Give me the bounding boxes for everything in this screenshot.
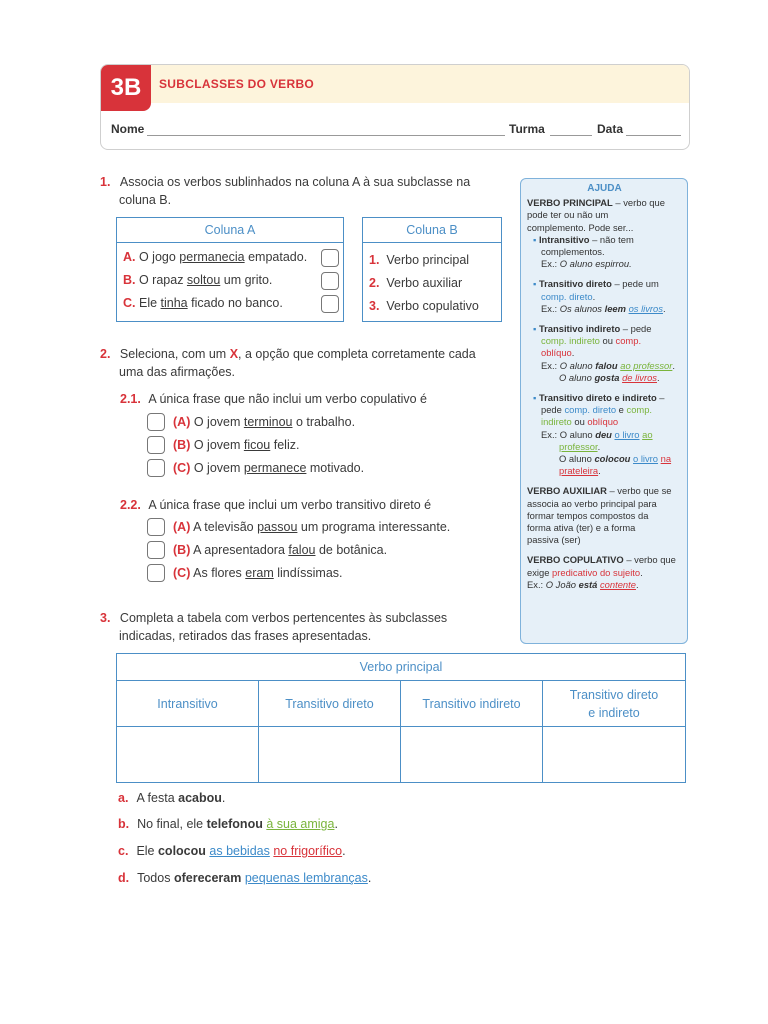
help-verbo-auxiliar (527, 485, 682, 546)
answer-box[interactable] (321, 272, 339, 290)
worksheet-header (100, 64, 690, 150)
help-example: O aluno (559, 371, 595, 383)
question-text-cont: indicadas, retirados das frases apresentadas. (119, 629, 372, 643)
name-label: Nome (111, 122, 145, 136)
row-letter: C. (123, 296, 136, 310)
option-label: (A) (173, 520, 191, 534)
help-example: O aluno espirrou. (559, 258, 632, 270)
help-example-verb: falou (595, 359, 618, 371)
name-field[interactable] (147, 135, 505, 136)
help-ex-label: Ex.: (527, 578, 546, 590)
option-text: O jovem (193, 415, 244, 429)
help-example: Os alunos (559, 302, 605, 314)
help-term: Intransitivo (538, 233, 590, 245)
help-text: – pede um (611, 278, 659, 290)
coluna-a-row (117, 246, 343, 269)
help-text: – (656, 392, 665, 404)
sentence-a (118, 791, 225, 805)
help-text: comp. indireto (541, 335, 600, 347)
question-number: 1. (100, 175, 111, 189)
help-example-cd: o livro (614, 428, 640, 440)
help-transitivo-direto-indireto: ▪ Transitivo direto e indireto – pede comp. direto e comp. indireto ou oblíquo Ex.: O aluno deu o livro ao professor. O aluno colocou o livro na prateleira. (533, 392, 672, 477)
answer-box[interactable] (321, 295, 339, 313)
help-text: oblíquo (541, 347, 572, 359)
row-text: Verbo copulativo (386, 299, 479, 313)
option-text: motivado. (306, 461, 365, 475)
sentence-c (118, 844, 346, 858)
question-text-cont: uma das afirmações. (119, 365, 236, 379)
option-text: O jovem (193, 461, 244, 475)
help-example-cd: os livros (628, 302, 663, 314)
coluna-b-row (363, 295, 501, 318)
question-text-cont: coluna B. (119, 193, 172, 207)
question-number: 3. (100, 611, 111, 625)
option-label: (B) (173, 543, 191, 557)
answer-cell-intransitivo[interactable] (117, 728, 258, 781)
help-example-verb: gosta (594, 371, 620, 383)
option-text: o trabalho. (292, 415, 356, 429)
help-example-co: de livros (622, 371, 657, 383)
help-text: – verbo que (623, 554, 676, 566)
sentence-text: . (221, 791, 226, 805)
question-text: Associa os verbos sublinhados na coluna A à sua subclasse na (119, 175, 471, 189)
coluna-a-header: Coluna A (117, 218, 343, 243)
row-number: 2. (369, 276, 380, 290)
help-text: complemento. Pode ser... (527, 221, 634, 233)
help-example-verb: leem (604, 302, 626, 314)
column-transitivo-direto: Transitivo direto (285, 697, 374, 711)
column-label: Transitivo direto (569, 688, 659, 702)
option-text: feliz. (270, 438, 300, 452)
sentence-letter: b. (118, 817, 130, 831)
underlined-verb: tinha (160, 296, 188, 310)
checkbox[interactable] (147, 436, 165, 454)
sentence-text: . (367, 871, 372, 885)
help-example: O aluno (559, 453, 595, 465)
help-text: forma ativa (ter) e a forma (527, 522, 636, 534)
sentence-cd: as bebidas (209, 844, 270, 858)
help-example-verb: deu (595, 428, 612, 440)
help-example-verb: está (578, 578, 598, 590)
sentence-text: No final, ele (137, 817, 207, 831)
help-ex-label: Ex.: (541, 359, 560, 371)
help-text: oblíquo (587, 416, 619, 428)
sentence-text: A festa (136, 791, 179, 805)
help-title: AJUDA (587, 183, 622, 194)
turma-field[interactable] (550, 135, 592, 136)
row-text: Verbo principal (386, 253, 470, 267)
help-example-co: na (660, 453, 672, 465)
help-text: – pede (620, 323, 652, 335)
help-box (520, 178, 688, 644)
underlined-verb: soltou (186, 273, 221, 287)
coluna-a-row (117, 269, 343, 292)
sentence-verb: ofereceram (173, 871, 242, 885)
help-term: Transitivo indireto (538, 323, 621, 335)
help-text: e (616, 404, 627, 416)
help-text: indireto (541, 416, 572, 428)
coluna-a-table (116, 217, 344, 322)
underlined-verb: ficou (243, 438, 271, 452)
help-text: pede (541, 404, 565, 416)
sentence-letter: a. (118, 791, 129, 805)
help-term: Transitivo direto e indireto (538, 392, 657, 404)
help-verbo-copulativo: VERBO COPULATIVO – verbo que exige predicativo do sujeito. Ex.: O João está contente. (527, 554, 676, 590)
underlined-verb: passou (257, 520, 298, 534)
option-text: A apresentadora (193, 543, 289, 557)
help-ex-label: Ex.: (541, 302, 560, 314)
option-label: (C) (173, 461, 191, 475)
option-label: (C) (173, 566, 191, 580)
question-text: Seleciona, com um X, a opção que completa corretamente cada (119, 347, 476, 361)
coluna-b-table (362, 217, 502, 322)
row-text: Ele (138, 296, 161, 310)
row-text: Verbo auxiliar (386, 276, 463, 290)
row-number: 3. (369, 299, 380, 313)
help-example: O aluno (559, 359, 596, 371)
help-example-ci: ao professor (620, 359, 673, 371)
sentence-letter: d. (118, 871, 130, 885)
help-text: comp. (626, 404, 653, 416)
date-field[interactable] (626, 135, 681, 136)
help-example: O aluno (559, 428, 596, 440)
underlined-verb: permanecia (179, 250, 245, 264)
sentence-verb: telefonou (206, 817, 263, 831)
table-header: Verbo principal (117, 654, 685, 681)
row-text: empatado. (244, 250, 308, 264)
column-label: e indireto (588, 706, 640, 720)
worksheet-title: SUBCLASSES DO VERBO (159, 77, 315, 91)
sentence-verb: colocou (157, 844, 206, 858)
subquestion-text: A única frase que inclui um verbo transitivo direto é (148, 498, 432, 512)
subquestion-text: A única frase que não inclui um verbo copulativo é (148, 392, 427, 406)
coluna-b-row (363, 249, 501, 272)
row-text: ficado no banco. (187, 296, 283, 310)
option-text: O jovem (193, 438, 244, 452)
sentence-letter: c. (118, 844, 129, 858)
help-text: ou (599, 335, 616, 347)
subquestion-2-2 (120, 496, 431, 514)
sentence-b (118, 817, 338, 831)
help-ex-label: Ex.: (541, 258, 560, 270)
sentence-text: . (342, 844, 346, 858)
help-ex-label: Ex.: (541, 428, 560, 440)
question-text: Completa a tabela com verbos pertencentes às subclasses (119, 611, 448, 625)
sentence-co: no frigorífico (273, 844, 343, 858)
help-intransitivo: ▪ Intransitivo – não tem complementos. Ex.: O aluno espirrou. (533, 233, 634, 270)
help-transitivo-indireto: ▪ Transitivo indireto – pede comp. indireto ou comp. oblíquo. Ex.: O aluno falou ao professor. O aluno gosta de livros. (533, 323, 675, 383)
verbo-principal-table (116, 653, 686, 783)
column-transitivo-direto-indireto (543, 681, 685, 727)
subquestion-2-1 (120, 390, 427, 408)
sentence-text: . (334, 817, 338, 831)
answer-cell-transitivo-direto-indireto[interactable] (543, 728, 684, 781)
help-text: comp. direto (564, 404, 617, 416)
sentence-ci: à sua amiga (266, 817, 335, 831)
row-letter: A. (123, 250, 136, 264)
column-transitivo-indireto: Transitivo indireto (422, 697, 521, 711)
sentence-d (118, 871, 371, 885)
help-text: passiva (ser) (527, 534, 581, 546)
help-text: – verbo que (612, 197, 665, 209)
option-label: (B) (173, 438, 191, 452)
question-1 (100, 173, 508, 209)
help-term: VERBO AUXILIAR (527, 485, 607, 497)
question-3 (100, 609, 510, 645)
help-text: – verbo que se (606, 485, 672, 497)
checkbox[interactable] (147, 518, 165, 536)
help-example-ci: professor (559, 440, 598, 452)
row-divider (117, 726, 685, 727)
help-text: complementos. (541, 246, 605, 258)
option-label: (A) (173, 415, 191, 429)
row-letter: B. (123, 273, 136, 287)
subquestion-number: 2.2. (120, 498, 141, 512)
question-2 (100, 345, 510, 381)
turma-label: Turma (509, 122, 545, 136)
help-text: predicativo do sujeito (552, 566, 641, 578)
help-text: pode ter ou não um (527, 209, 609, 221)
sentence-verb: acabou (178, 791, 222, 805)
row-text: O rapaz (138, 273, 187, 287)
subquestion-number: 2.1. (120, 392, 141, 406)
checkbox[interactable] (147, 541, 165, 559)
sentence-cd: pequenas lembranças (244, 871, 368, 885)
unit-badge: 3B (101, 65, 151, 111)
help-verbo-principal (527, 197, 682, 234)
coluna-b-row (363, 272, 501, 295)
help-text: comp. direto (541, 290, 593, 302)
help-text: ou (571, 416, 588, 428)
help-example-pred: contente (599, 578, 636, 590)
row-text: um grito. (220, 273, 273, 287)
sentence-text: Todos (137, 871, 174, 885)
underlined-verb: eram (245, 566, 274, 580)
help-term: VERBO COPULATIVO (527, 554, 624, 566)
column-intransitivo: Intransitivo (157, 697, 218, 711)
answer-cell-transitivo-indireto[interactable] (401, 728, 542, 781)
answer-box[interactable] (321, 249, 339, 267)
option-text: A televisão (193, 520, 258, 534)
underlined-verb: terminou (243, 415, 293, 429)
checkbox[interactable] (147, 413, 165, 431)
underlined-verb: falou (288, 543, 316, 557)
help-term: Transitivo direto (538, 278, 612, 290)
help-example-co: prateleira (559, 465, 599, 477)
option-text: de botânica. (315, 543, 388, 557)
checkbox[interactable] (147, 459, 165, 477)
row-text: O jogo (138, 250, 180, 264)
answer-cell-transitivo-direto[interactable] (259, 728, 400, 781)
option-text: As flores (193, 566, 246, 580)
date-label: Data (597, 122, 624, 136)
help-example: O João (545, 578, 579, 590)
help-term: VERBO PRINCIPAL (527, 197, 613, 209)
option-text: lindíssimas. (273, 566, 343, 580)
checkbox[interactable] (147, 564, 165, 582)
help-example-cd: o livro (633, 453, 659, 465)
option-text: um programa interessante. (297, 520, 451, 534)
help-text: associa ao verbo principal para (527, 497, 657, 509)
question-number: 2. (100, 347, 111, 361)
help-transitivo-direto: ▪ Transitivo direto – pede um comp. direto. Ex.: Os alunos leem os livros. (533, 278, 666, 314)
help-text: exige (527, 566, 553, 578)
sentence-text: Ele (136, 844, 158, 858)
underlined-verb: permanece (243, 461, 307, 475)
help-text: formar tempos compostos da (527, 509, 649, 521)
coluna-b-header: Coluna B (363, 218, 501, 243)
x-mark: X (229, 347, 239, 361)
coluna-a-row (117, 292, 343, 315)
help-example-verb: colocou (594, 453, 631, 465)
help-example-ci: ao (642, 428, 653, 440)
row-number: 1. (369, 253, 380, 267)
help-text: – não tem (589, 233, 634, 245)
help-text: comp. (615, 335, 642, 347)
